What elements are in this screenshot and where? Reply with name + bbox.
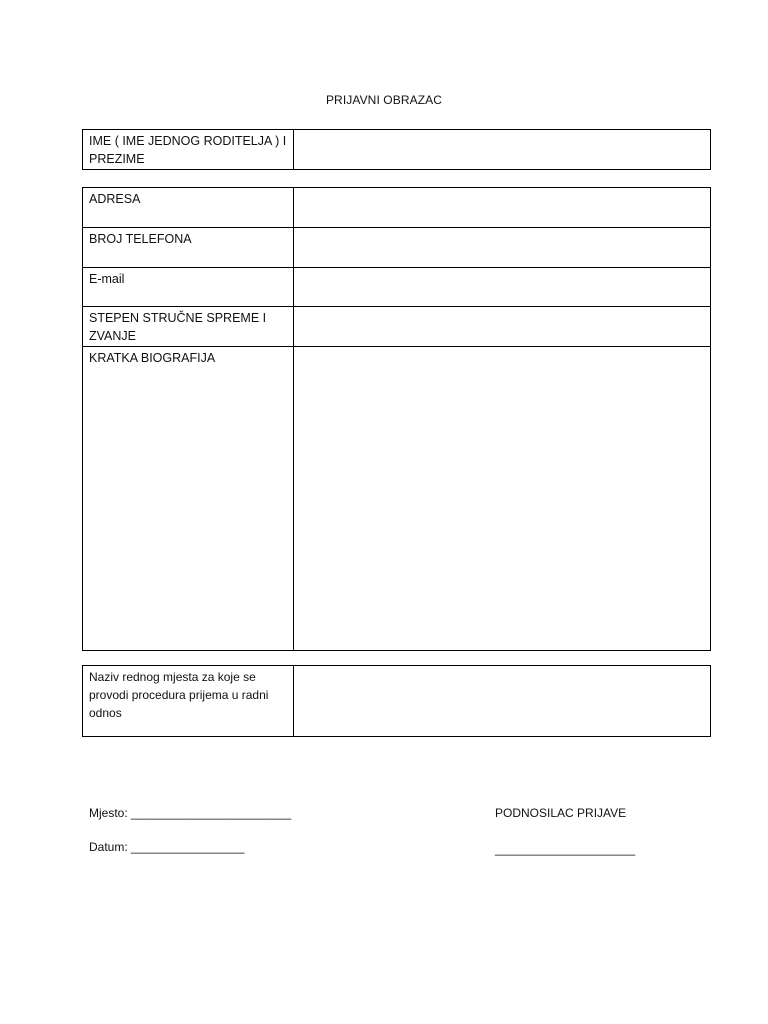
date-line[interactable]: Datum: _________________ (89, 840, 245, 854)
signature-line[interactable]: _____________________ (495, 842, 636, 856)
address-label: ADRESA (83, 188, 294, 228)
phone-row (83, 228, 711, 268)
applicant-label: PODNOSILAC PRIJAVE (495, 806, 627, 820)
email-label: E-mail (83, 268, 294, 307)
name-table (82, 129, 711, 170)
email-field[interactable] (294, 268, 711, 307)
position-row (83, 666, 711, 737)
place-line[interactable]: Mjesto: ________________________ (89, 806, 292, 820)
address-row (83, 188, 711, 228)
phone-label: BROJ TELEFONA (83, 228, 294, 268)
position-label: Naziv rednog mjesta za koje se provodi procedura prijema u radni odnos (83, 666, 294, 737)
position-table (82, 665, 711, 737)
qualification-label: STEPEN STRUČNE SPREME I ZVANJE (83, 307, 294, 347)
name-field[interactable] (294, 130, 711, 170)
biography-row (83, 347, 711, 651)
form-title: PRIJAVNI OBRAZAC (325, 93, 443, 107)
name-row (83, 130, 711, 170)
address-field[interactable] (294, 188, 711, 228)
biography-field[interactable] (294, 347, 711, 651)
qualification-row (83, 307, 711, 347)
email-row (83, 268, 711, 307)
phone-field[interactable] (294, 228, 711, 268)
name-label: IME ( IME JEDNOG RODITELJA ) I PREZIME (83, 130, 294, 170)
biography-label: KRATKA BIOGRAFIJA (83, 347, 294, 651)
contact-table (82, 187, 711, 651)
position-field[interactable] (294, 666, 711, 737)
qualification-field[interactable] (294, 307, 711, 347)
